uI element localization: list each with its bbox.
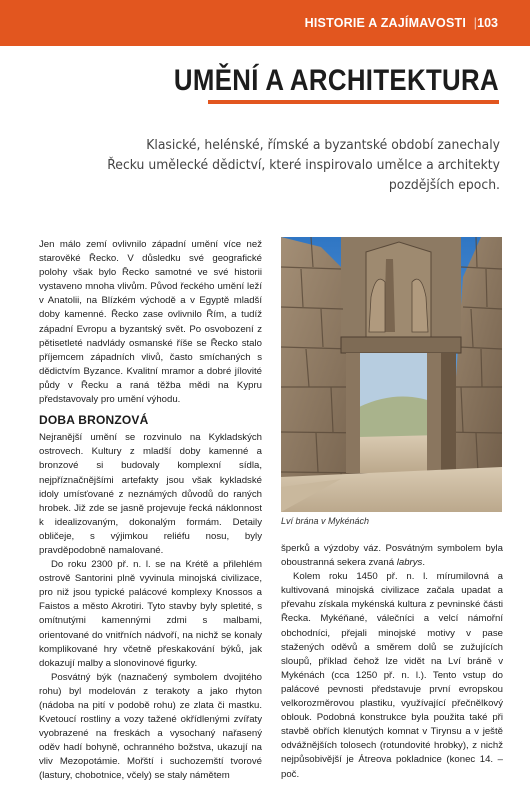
header-bar [0, 0, 530, 46]
text-run: . [422, 557, 425, 569]
page-number: 103 [477, 16, 498, 30]
left-column [39, 238, 262, 784]
body-paragraph: Nejranější umění se rozvinulo na Kykladských ostrovech. Kultury z mladší doby kamenné a bronzové si budovaly komplexní sídla, nejpříznačnějšími artefakty jsou však kykladské idoly umísťované z neznámých důvodů do raných hrobek. Již zde se jasně projevuje řecká náklonnost k idealizovaným, dokonalým formám. Detaily obličeje, s výjimkou reliéfu nosu, byly pravděpodobně namalované. [39, 432, 262, 556]
right-column [281, 542, 503, 782]
italic-term: labrys [396, 557, 423, 569]
body-paragraph: Do roku 2300 př. n. l. se na Krétě a přilehlém ostrově Santorini plně vyvinula minojská civilizace, pro niž jsou typické palácové komplexy Knossos a Faistos a město Akrotiri. Tyto stavby byly spletité, s omítnutými kamennými zdmi s malbami, orientované do vnitřních nádvoří, na nichž se konaly komplikované hry včetně přeskakování býků, jak dokazují malby a slonovinové figurky. [39, 559, 262, 669]
body-paragraph: Jen málo zemí ovlivnilo západní umění více než starověké Řecko. V důsledku své geografické polohy však bylo Řecko samotné ve své historii vystaveno mnoha vlivům. Původ řeckého umění leží v Anatolii, na Blízkém východě a v Egyptě mladší doby kamenné. Řecko zase ovlivnilo Řím, a tudíž západní Evropu a byzantský svět. Po osvobození z pětisetleté nadvlády osmanské říše se Řecko stalo příjemcem západních vlivů, často smíchaných s dědictvím Byzance. Kvalitní mramor a dobré jílovité půdy v Řecku a raná těžba mědi na Kypru představovaly pro umění výhodu. [39, 239, 262, 406]
body-paragraph: Posvátný býk (naznačený symbolem dvojitého rohu) byl modelován z terakoty a jako rhyton (nádoba na pití v podobě rohu) ze zlata či mastku. Kvetoucí rostliny a vozy tažené okřídlenými zvířaty vyobrazené na freskách a vysochaný nařasený oděv hadí bohyně, ochranného božstva, ukazují na vliv Mezopotámie. Mořští i suchozemští tvorové (lastury, chobotnice, včely) se staly námětem [39, 671, 262, 782]
page-title: UMĚNÍ A ARCHITEKTURA [173, 64, 499, 97]
lion-gate-photo [281, 237, 502, 512]
section-title: HISTORIE A ZAJÍMAVOSTI [304, 16, 466, 30]
title-underline [208, 100, 499, 104]
header-separator: | [473, 15, 477, 30]
subheading: DOBA BRONZOVÁ [39, 413, 149, 428]
text-run: šperků a výzdoby váz. Posvátným symbolem byla oboustranná sekera zvaná [281, 543, 503, 569]
body-paragraph: Kolem roku 1450 př. n. l. mírumilovná a kultivovaná minojská civilizace začala upadat a převahu získala mykénská kultura z pevninské části Řecka. Mykéňané, válečníci a velcí námořní obchodníci, přejali minojské motivy v pase stažených oděvů a směrem dolů se zužujících sloupů, příklad čehož lze vidět na Lví bráně v Mykénách (cca 1250 př. n. l.). Tento vstup do palácové pevnosti představuje první evropskou velkorozměrovou plastiku, využívající přečnělkový oblouk. Podobná konstrukce byla použita také při stavbě obřích klenutých komnat v Tirynsu a v ještě odvážnějších tolosech (rotundovité hrobky), z nichž nejpůsobivější je Átreova pokladnice (konec 14. – poč. [281, 571, 503, 780]
body-paragraph [281, 542, 503, 570]
photo-caption: Lví brána v Mykénách [281, 516, 370, 526]
intro-paragraph: Klasické, helénské, římské a byzantské období zanechaly Řecku umělecké dědictví, které inspirovalo umělce a architekty pozdějších epoch. [107, 138, 501, 193]
